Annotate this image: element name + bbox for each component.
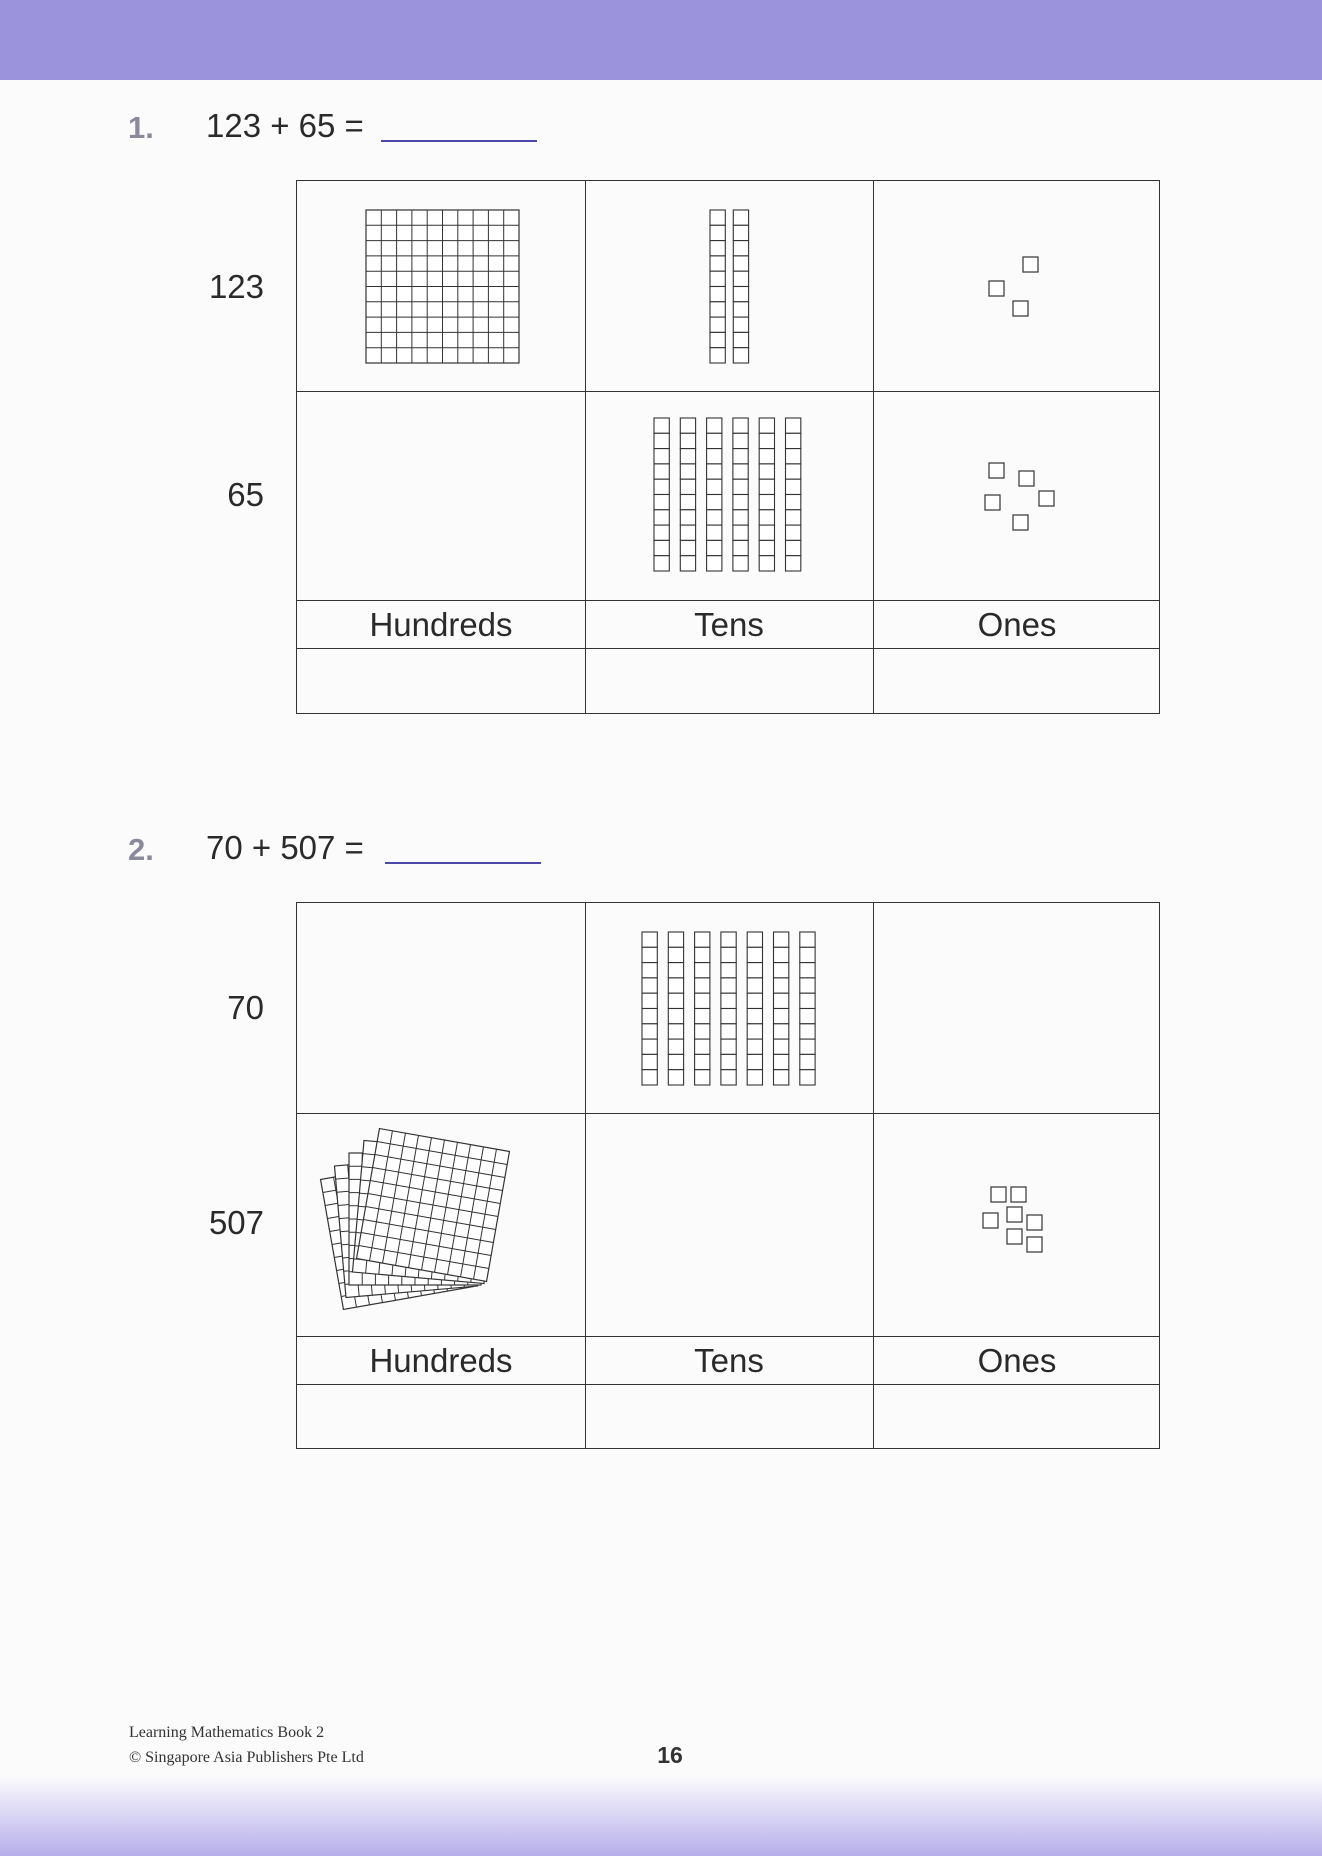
question-1-number: 1. xyxy=(128,110,154,145)
question-1-expression: 123 + 65 = xyxy=(206,107,364,144)
q2-answer-hundreds[interactable] xyxy=(297,1385,585,1448)
q2-place-value-table xyxy=(296,902,1160,1449)
ten-rod xyxy=(759,418,774,571)
footer-book-title: Learning Mathematics Book 2 xyxy=(129,1724,325,1741)
ten-rod xyxy=(695,932,710,1085)
one-cube xyxy=(1019,471,1034,486)
q2-header-ones: Ones xyxy=(977,1342,1057,1379)
q1-header-tens: Tens xyxy=(694,606,764,643)
one-cube xyxy=(989,281,1004,296)
q1-row-2-label: 65 xyxy=(227,476,264,513)
q1-r1-ones-cubes xyxy=(987,255,1047,321)
question-2-number: 2. xyxy=(128,832,154,867)
q1-row-1-label: 123 xyxy=(208,268,264,305)
q2-r2-hundreds-flats xyxy=(327,1123,547,1323)
q2-answer-tens[interactable] xyxy=(585,1385,873,1448)
q1-answer-ones[interactable] xyxy=(873,649,1161,713)
one-cube xyxy=(1039,491,1054,506)
q1-r2-tens-rods xyxy=(653,417,805,573)
one-cube xyxy=(983,1213,998,1228)
one-cube xyxy=(1007,1229,1022,1244)
row-divider xyxy=(297,391,1159,392)
one-cube xyxy=(1027,1237,1042,1252)
q2-row-2-label: 507 xyxy=(208,1204,264,1241)
q1-answer-tens[interactable] xyxy=(585,649,873,713)
q2-r2-ones-cubes xyxy=(981,1185,1061,1267)
row-divider xyxy=(297,1336,1159,1337)
ten-rod xyxy=(680,418,695,571)
one-cube xyxy=(989,463,1004,478)
one-cube xyxy=(991,1187,1006,1202)
question-2-expression: 70 + 507 = xyxy=(206,829,364,866)
q1-header-hundreds: Hundreds xyxy=(369,606,513,643)
q1-answer-hundreds[interactable] xyxy=(297,649,585,713)
ten-rod xyxy=(747,932,762,1085)
ten-rod xyxy=(786,418,801,571)
one-cube xyxy=(1011,1187,1026,1202)
question-2-answer-blank[interactable] xyxy=(385,862,541,864)
q2-header-hundreds: Hundreds xyxy=(369,1342,513,1379)
footer-copyright: © Singapore Asia Publishers Pte Ltd xyxy=(129,1749,364,1766)
q1-r1-hundreds-flat xyxy=(365,209,521,365)
one-cube xyxy=(1007,1207,1022,1222)
q1-r2-ones-cubes xyxy=(983,461,1059,533)
one-cube xyxy=(985,495,1000,510)
bottom-color-band xyxy=(0,1776,1322,1856)
ten-rod xyxy=(774,932,789,1085)
ten-rod xyxy=(707,418,722,571)
q1-header-ones: Ones xyxy=(977,606,1057,643)
ten-rod xyxy=(733,418,748,571)
ten-rod xyxy=(642,932,657,1085)
ten-rod xyxy=(800,932,815,1085)
hundred-flat xyxy=(366,210,519,363)
ten-rod xyxy=(710,210,725,363)
q2-header-tens: Tens xyxy=(694,1342,764,1379)
one-cube xyxy=(1023,257,1038,272)
one-cube xyxy=(1027,1215,1042,1230)
one-cube xyxy=(1013,301,1028,316)
ten-rod xyxy=(668,932,683,1085)
top-color-band xyxy=(0,0,1322,80)
q1-r1-tens-rods xyxy=(709,209,749,365)
hundred-flat xyxy=(357,1129,510,1282)
q2-answer-ones[interactable] xyxy=(873,1385,1161,1448)
one-cube xyxy=(1013,515,1028,530)
q1-place-value-table xyxy=(296,180,1160,714)
ten-rod xyxy=(721,932,736,1085)
page-number: 16 xyxy=(657,1742,683,1768)
question-1-answer-blank[interactable] xyxy=(381,140,537,142)
row-divider xyxy=(297,600,1159,601)
row-divider xyxy=(297,1113,1159,1114)
q2-r1-tens-rods xyxy=(641,931,821,1087)
ten-rod xyxy=(733,210,748,363)
ten-rod xyxy=(654,418,669,571)
q2-row-1-label: 70 xyxy=(227,989,264,1026)
